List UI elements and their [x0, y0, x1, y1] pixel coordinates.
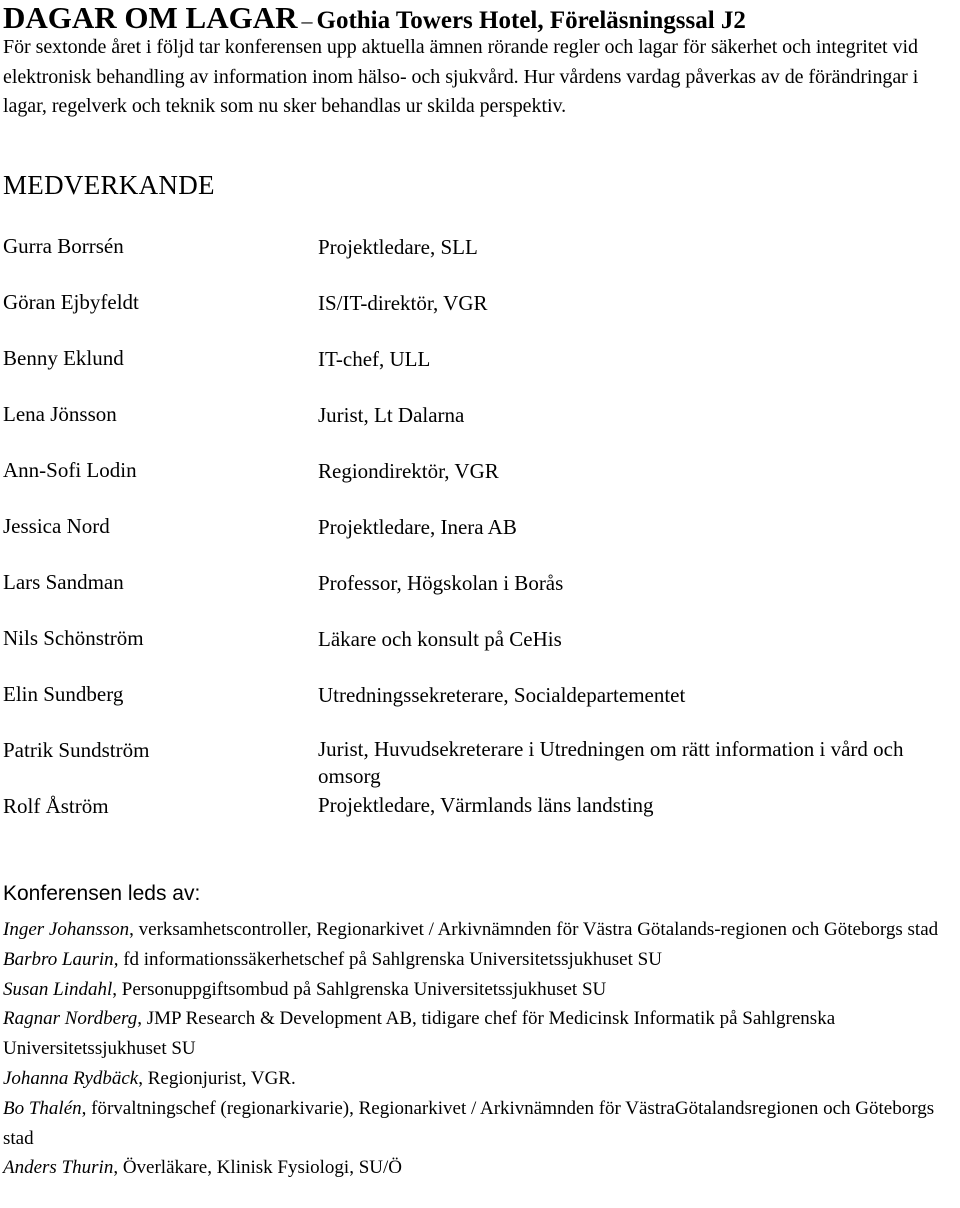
participant-role: IS/IT-direktör, VGR	[318, 291, 488, 315]
title-subtitle: Gothia Towers Hotel, Föreläsningssal J2	[316, 7, 746, 34]
participant-name: Jessica Nord	[3, 514, 110, 538]
organizer-desc: Överläkare, Klinisk Fysiologi, SU/Ö	[118, 1157, 403, 1179]
organizer-name: Inger Johansson	[3, 919, 130, 940]
intro-text: För sextonde året i följd tar konferensen upp aktuella ämnen rörande regler och lagar för säkerhet och integritet vid elektronisk behandling av information inom hälso- och sjukvård. Hur vårdens vardag påverkas av de förändringar i lagar, regelverk och teknik som nu sker behandlas ur skilda perspektiv.	[3, 36, 919, 117]
organizer-entry	[3, 975, 958, 1005]
participant-name: Lars Sandman	[3, 570, 124, 594]
intro-paragraph	[3, 33, 958, 122]
organizer-separator: ,	[138, 1067, 143, 1089]
organizer-desc: verksamhetscontroller, Regionarkivet / Arkivnämnden för Västra Götalands-regionen och Göteborgs stad	[133, 919, 939, 940]
organizer-desc: Personuppgiftsombud på Sahlgrenska Universitetssjukhuset SU	[117, 978, 607, 1000]
organizer-desc: Regionjurist, VGR.	[143, 1067, 296, 1089]
organizer-name: Barbro Laurin	[3, 948, 114, 970]
organizer-desc: förvaltningschef (regionarkivarie), Regionarkivet / Arkivnämnden för VästraGötalandsregionen och Göteborgs stad	[3, 1097, 935, 1149]
participant-name: Lena Jönsson	[3, 402, 117, 426]
participant-name: Rolf Åström	[3, 794, 109, 818]
organizer-name: Ragnar Nordberg	[3, 1008, 138, 1030]
participants-heading: MEDVERKANDE	[3, 170, 215, 200]
organizers-list	[3, 915, 958, 1183]
participant-role: Jurist, Huvudsekreterare i Utredningen om rätt information i vård och omsorg	[318, 737, 904, 788]
participant-name: Benny Eklund	[3, 346, 124, 370]
organizer-desc: JMP Research & Development AB, tidigare chef för Medicinsk Informatik på Sahlgrenska Universitetssjukhuset SU	[3, 1008, 836, 1060]
organizer-entry	[3, 915, 958, 945]
organizer-separator: ,	[81, 1097, 87, 1119]
participant-role: Projektledare, Värmlands läns landsting	[318, 793, 654, 817]
organizer-entry	[3, 1004, 958, 1064]
participant-name: Gurra Borrsén	[3, 234, 124, 258]
page-title	[3, 0, 746, 36]
participant-name: Elin Sundberg	[3, 682, 124, 706]
organizer-name: Susan Lindahl	[3, 978, 113, 1000]
participant-name: Ann-Sofi Lodin	[3, 458, 137, 482]
organizer-entry	[3, 1064, 958, 1094]
organizer-separator: ,	[112, 978, 118, 1000]
participant-role: Projektledare, Inera AB	[318, 515, 517, 539]
title-main: DAGAR OM LAGAR	[3, 0, 298, 35]
organizer-name: Johanna Rydbäck	[3, 1067, 139, 1089]
participant-role: Utredningssekreterare, Socialdepartementet	[318, 683, 686, 707]
participant-role: Projektledare, SLL	[318, 235, 478, 259]
participant-role: IT-chef, ULL	[318, 347, 431, 371]
organizer-separator: ,	[113, 1157, 119, 1179]
participant-role: Professor, Högskolan i Borås	[318, 571, 564, 595]
participant-name: Nils Schönström	[3, 626, 144, 650]
participant-role: Regiondirektör, VGR	[318, 459, 499, 483]
organizer-separator: ,	[113, 948, 119, 970]
organizer-entry	[3, 1094, 958, 1154]
organizer-separator: ,	[137, 1008, 142, 1030]
participant-name: Göran Ejbyfeldt	[3, 290, 139, 314]
organizer-entry	[3, 945, 958, 975]
organizer-name: Bo Thalén	[3, 1097, 82, 1119]
participant-role: Läkare och konsult på CeHis	[318, 627, 562, 651]
organizers-heading: Konferensen leds av:	[3, 882, 201, 905]
participant-role: Jurist, Lt Dalarna	[318, 403, 465, 427]
organizer-entry	[3, 1153, 958, 1183]
organizer-separator: ,	[129, 919, 134, 940]
organizer-name: Anders Thurin	[3, 1157, 114, 1179]
title-separator: –	[301, 8, 313, 33]
organizer-desc: fd informationssäkerhetschef på Sahlgrenska Universitetssjukhuset SU	[118, 948, 662, 970]
participant-name: Patrik Sundström	[3, 738, 150, 762]
